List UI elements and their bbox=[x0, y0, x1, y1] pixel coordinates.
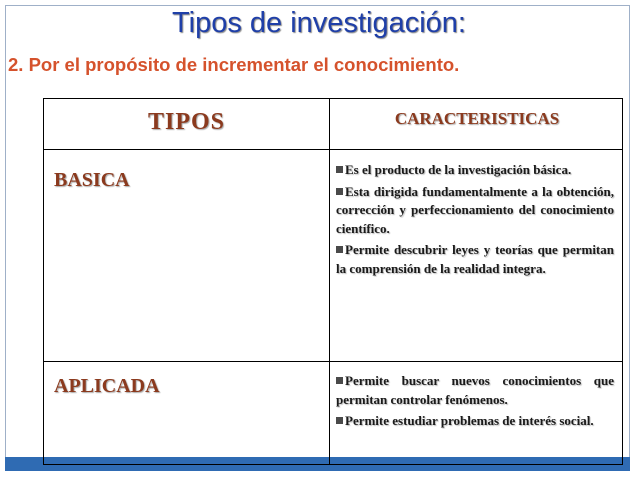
table-column-divider bbox=[329, 99, 330, 464]
characteristic-item bbox=[336, 161, 614, 180]
characteristic-item bbox=[336, 372, 614, 409]
slide-subtitle: 2. Por el propósito de incrementar el conocimiento. bbox=[8, 54, 460, 75]
type-label-aplicada: APLICADA bbox=[54, 375, 160, 397]
characteristic-text: Esta dirigida fundamentalmente a la obtención, corrección y perfeccionamiento del conocimiento científico. bbox=[336, 183, 614, 236]
table-header-divider bbox=[44, 149, 622, 150]
square-bullet-icon bbox=[336, 188, 343, 195]
table-row-divider bbox=[44, 361, 622, 362]
types-table bbox=[43, 98, 623, 465]
characteristic-text: Permite buscar nuevos conocimientos que permitan controlar fenómenos. bbox=[336, 373, 614, 407]
characteristic-text: Permite estudiar problemas de interés social. bbox=[345, 413, 594, 428]
type-label-basica: BASICA bbox=[54, 169, 130, 191]
characteristic-text: Permite descubrir leyes y teorías que permitan la comprensión de la realidad integra. bbox=[336, 242, 614, 276]
square-bullet-icon bbox=[336, 166, 343, 173]
characteristics-aplicada bbox=[336, 372, 614, 434]
characteristic-item bbox=[336, 183, 614, 239]
table-header-caracteristicas: CARACTERISTICAS bbox=[394, 109, 560, 128]
characteristic-item bbox=[336, 241, 614, 278]
square-bullet-icon bbox=[336, 246, 343, 253]
characteristic-text: Es el producto de la investigación básica. bbox=[345, 162, 572, 177]
slide-title: Tipos de investigación: bbox=[172, 7, 466, 39]
characteristics-basica bbox=[336, 161, 614, 281]
characteristic-item bbox=[336, 412, 614, 431]
table-header-tipos: TIPOS bbox=[147, 109, 226, 135]
square-bullet-icon bbox=[336, 417, 343, 424]
square-bullet-icon bbox=[336, 377, 343, 384]
types-table-grid bbox=[44, 99, 622, 464]
